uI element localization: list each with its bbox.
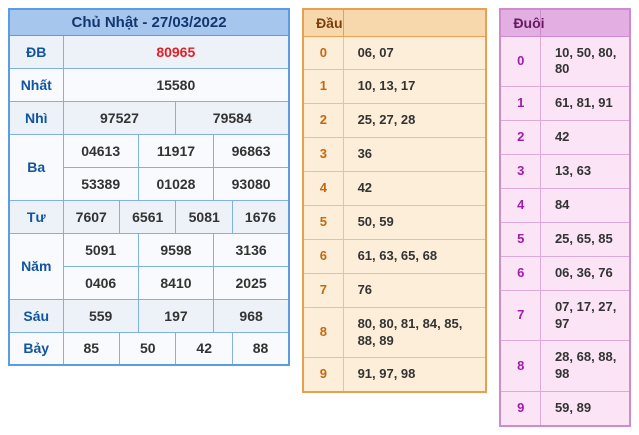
prize-value: 11917 [138,134,213,167]
prize-value: 04613 [63,134,138,167]
duoi-title-spacer [540,9,630,36]
prize-value: 9598 [138,233,213,266]
dau-row [303,70,486,104]
duoi-row [500,392,630,426]
dau-row [303,138,486,172]
prize-label: Tư [9,200,63,233]
prize-label: ĐB [9,35,63,68]
values-cell: 25, 27, 28 [343,104,486,138]
result-row [9,233,289,266]
lottery-results-table [8,8,290,366]
digit-cell: 4 [303,172,343,206]
digit-cell: 9 [500,392,540,426]
dau-row [303,205,486,239]
prize-value: 8410 [138,266,213,299]
dau-row [303,172,486,206]
prize-value: 6561 [119,200,175,233]
digit-cell: 5 [500,222,540,256]
prize-value: 53389 [63,167,138,200]
digit-cell: 1 [500,87,540,121]
prize-label: Năm [9,233,63,299]
digit-cell: 5 [303,205,343,239]
prize-value: 5091 [63,233,138,266]
values-cell: 50, 59 [343,205,486,239]
prize-value: 7607 [63,200,119,233]
prize-value: 85 [63,332,119,365]
results-date-title: Chủ Nhật - 27/03/2022 [9,9,289,35]
digit-cell: 7 [303,273,343,307]
duoi-row [500,188,630,222]
result-row [9,200,289,233]
values-cell: 80, 80, 81, 84, 85, 88, 89 [343,307,486,358]
values-cell: 13, 63 [540,155,630,189]
duoi-table [499,8,631,427]
result-row [9,68,289,101]
digit-cell: 2 [500,121,540,155]
dau-body [303,36,486,392]
values-cell: 76 [343,273,486,307]
prize-value: 1676 [232,200,289,233]
result-row [9,332,289,365]
values-cell: 59, 89 [540,392,630,426]
special-prize-value: 80965 [63,35,289,68]
duoi-header-row [500,9,630,36]
values-cell: 84 [540,188,630,222]
prize-value: 42 [176,332,232,365]
results-body [9,35,289,365]
prize-value: 0406 [63,266,138,299]
values-cell: 42 [343,172,486,206]
dau-row [303,273,486,307]
values-cell: 06, 36, 76 [540,256,630,290]
values-cell: 42 [540,121,630,155]
digit-cell: 4 [500,188,540,222]
prize-value: 968 [214,299,289,332]
dau-row [303,358,486,392]
results-header-row [9,9,289,35]
digit-cell: 8 [303,307,343,358]
dau-title: Đầu [303,9,343,36]
digit-cell: 9 [303,358,343,392]
prize-label: Nhất [9,68,63,101]
prize-value: 50 [119,332,175,365]
duoi-row [500,341,630,392]
digit-cell: 3 [500,155,540,189]
prize-value: 2025 [214,266,289,299]
prize-label: Ba [9,134,63,200]
prize-value: 5081 [176,200,232,233]
dau-header-row [303,9,486,36]
digit-cell: 0 [303,36,343,70]
prize-value: 96863 [214,134,289,167]
prize-value: 79584 [176,101,289,134]
dau-table [302,8,487,393]
prize-value: 93080 [214,167,289,200]
prize-value: 197 [138,299,213,332]
digit-cell: 1 [303,70,343,104]
digit-cell: 8 [500,341,540,392]
digit-cell: 6 [303,239,343,273]
digit-cell: 3 [303,138,343,172]
prize-label: Sáu [9,299,63,332]
values-cell: 61, 81, 91 [540,87,630,121]
prize-value: 559 [63,299,138,332]
result-row [9,134,289,167]
duoi-row [500,290,630,341]
values-cell: 91, 97, 98 [343,358,486,392]
duoi-row [500,155,630,189]
digit-cell: 6 [500,256,540,290]
values-cell: 06, 07 [343,36,486,70]
result-row [9,35,289,68]
values-cell: 10, 13, 17 [343,70,486,104]
dau-title-spacer [343,9,486,36]
dau-row [303,239,486,273]
prize-value: 3136 [214,233,289,266]
dau-row [303,307,486,358]
values-cell: 25, 65, 85 [540,222,630,256]
values-cell: 10, 50, 80, 80 [540,36,630,87]
values-cell: 07, 17, 27, 97 [540,290,630,341]
duoi-row [500,256,630,290]
prize-label: Bảy [9,332,63,365]
digit-cell: 0 [500,36,540,87]
duoi-row [500,36,630,87]
values-cell: 61, 63, 65, 68 [343,239,486,273]
values-cell: 36 [343,138,486,172]
prize-value: 01028 [138,167,213,200]
prize-value: 15580 [63,68,289,101]
duoi-row [500,121,630,155]
digit-cell: 7 [500,290,540,341]
duoi-title: Đuôi [500,9,540,36]
duoi-row [500,87,630,121]
duoi-row [500,222,630,256]
dau-row [303,36,486,70]
digit-cell: 2 [303,104,343,138]
dau-row [303,104,486,138]
result-row [9,299,289,332]
duoi-body [500,36,630,426]
prize-value: 97527 [63,101,176,134]
values-cell: 28, 68, 88, 98 [540,341,630,392]
prize-value: 88 [232,332,289,365]
prize-label: Nhì [9,101,63,134]
result-row [9,101,289,134]
